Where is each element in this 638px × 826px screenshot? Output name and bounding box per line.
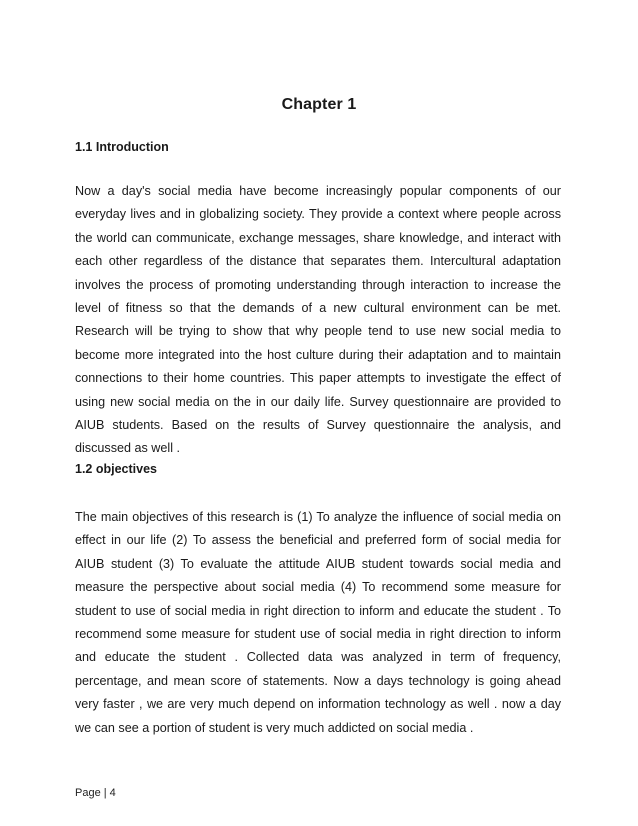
page-number-footer: Page | 4 xyxy=(75,787,116,799)
objectives-heading: 1.2 objectives xyxy=(75,462,157,476)
introduction-heading: 1.1 Introduction xyxy=(75,140,169,154)
chapter-title: Chapter 1 xyxy=(281,96,357,113)
objectives-paragraph: The main objectives of this research is (1) To analyze the influence of social media on effect in our life (2) To assess the beneficial and preferred form of social media for AIUB student (3) To evaluate the attitude AIUB student towards social media and measure the perspective about social media (4) To recommend some measure for student to use of social media in right direction to inform and educate the student . To recommend some measure for student use of social media in right direction to inform and educate the student . Collected data was analyzed in term of frequency, percentage, and mean score of statements. Now a days technology is going ahead very faster , we are very much depend on information technology as well . now a day we can see a portion of student is very much addicted on social media . xyxy=(75,510,561,735)
introduction-paragraph: Now a day's social media have become increasingly popular components of our everyday lives and in globalizing society. They provide a context where people across the world can communicate, exchange messages, share knowledge, and interact with each other regardless of the distance that separates them. Intercultural adaptation involves the process of promoting understanding through interaction to increase the level of fitness so that the demands of a new cultural environment can be met. Research will be trying to show that why people tend to use new social media to become more integrated into the host culture during their adaptation and to maintain connections to their home countries. This paper attempts to investigate the effect of using new social media on the in our daily life. Survey questionnaire are provided to AIUB students. Based on the results of Survey questionnaire the analysis, and discussed as well . xyxy=(75,184,561,456)
